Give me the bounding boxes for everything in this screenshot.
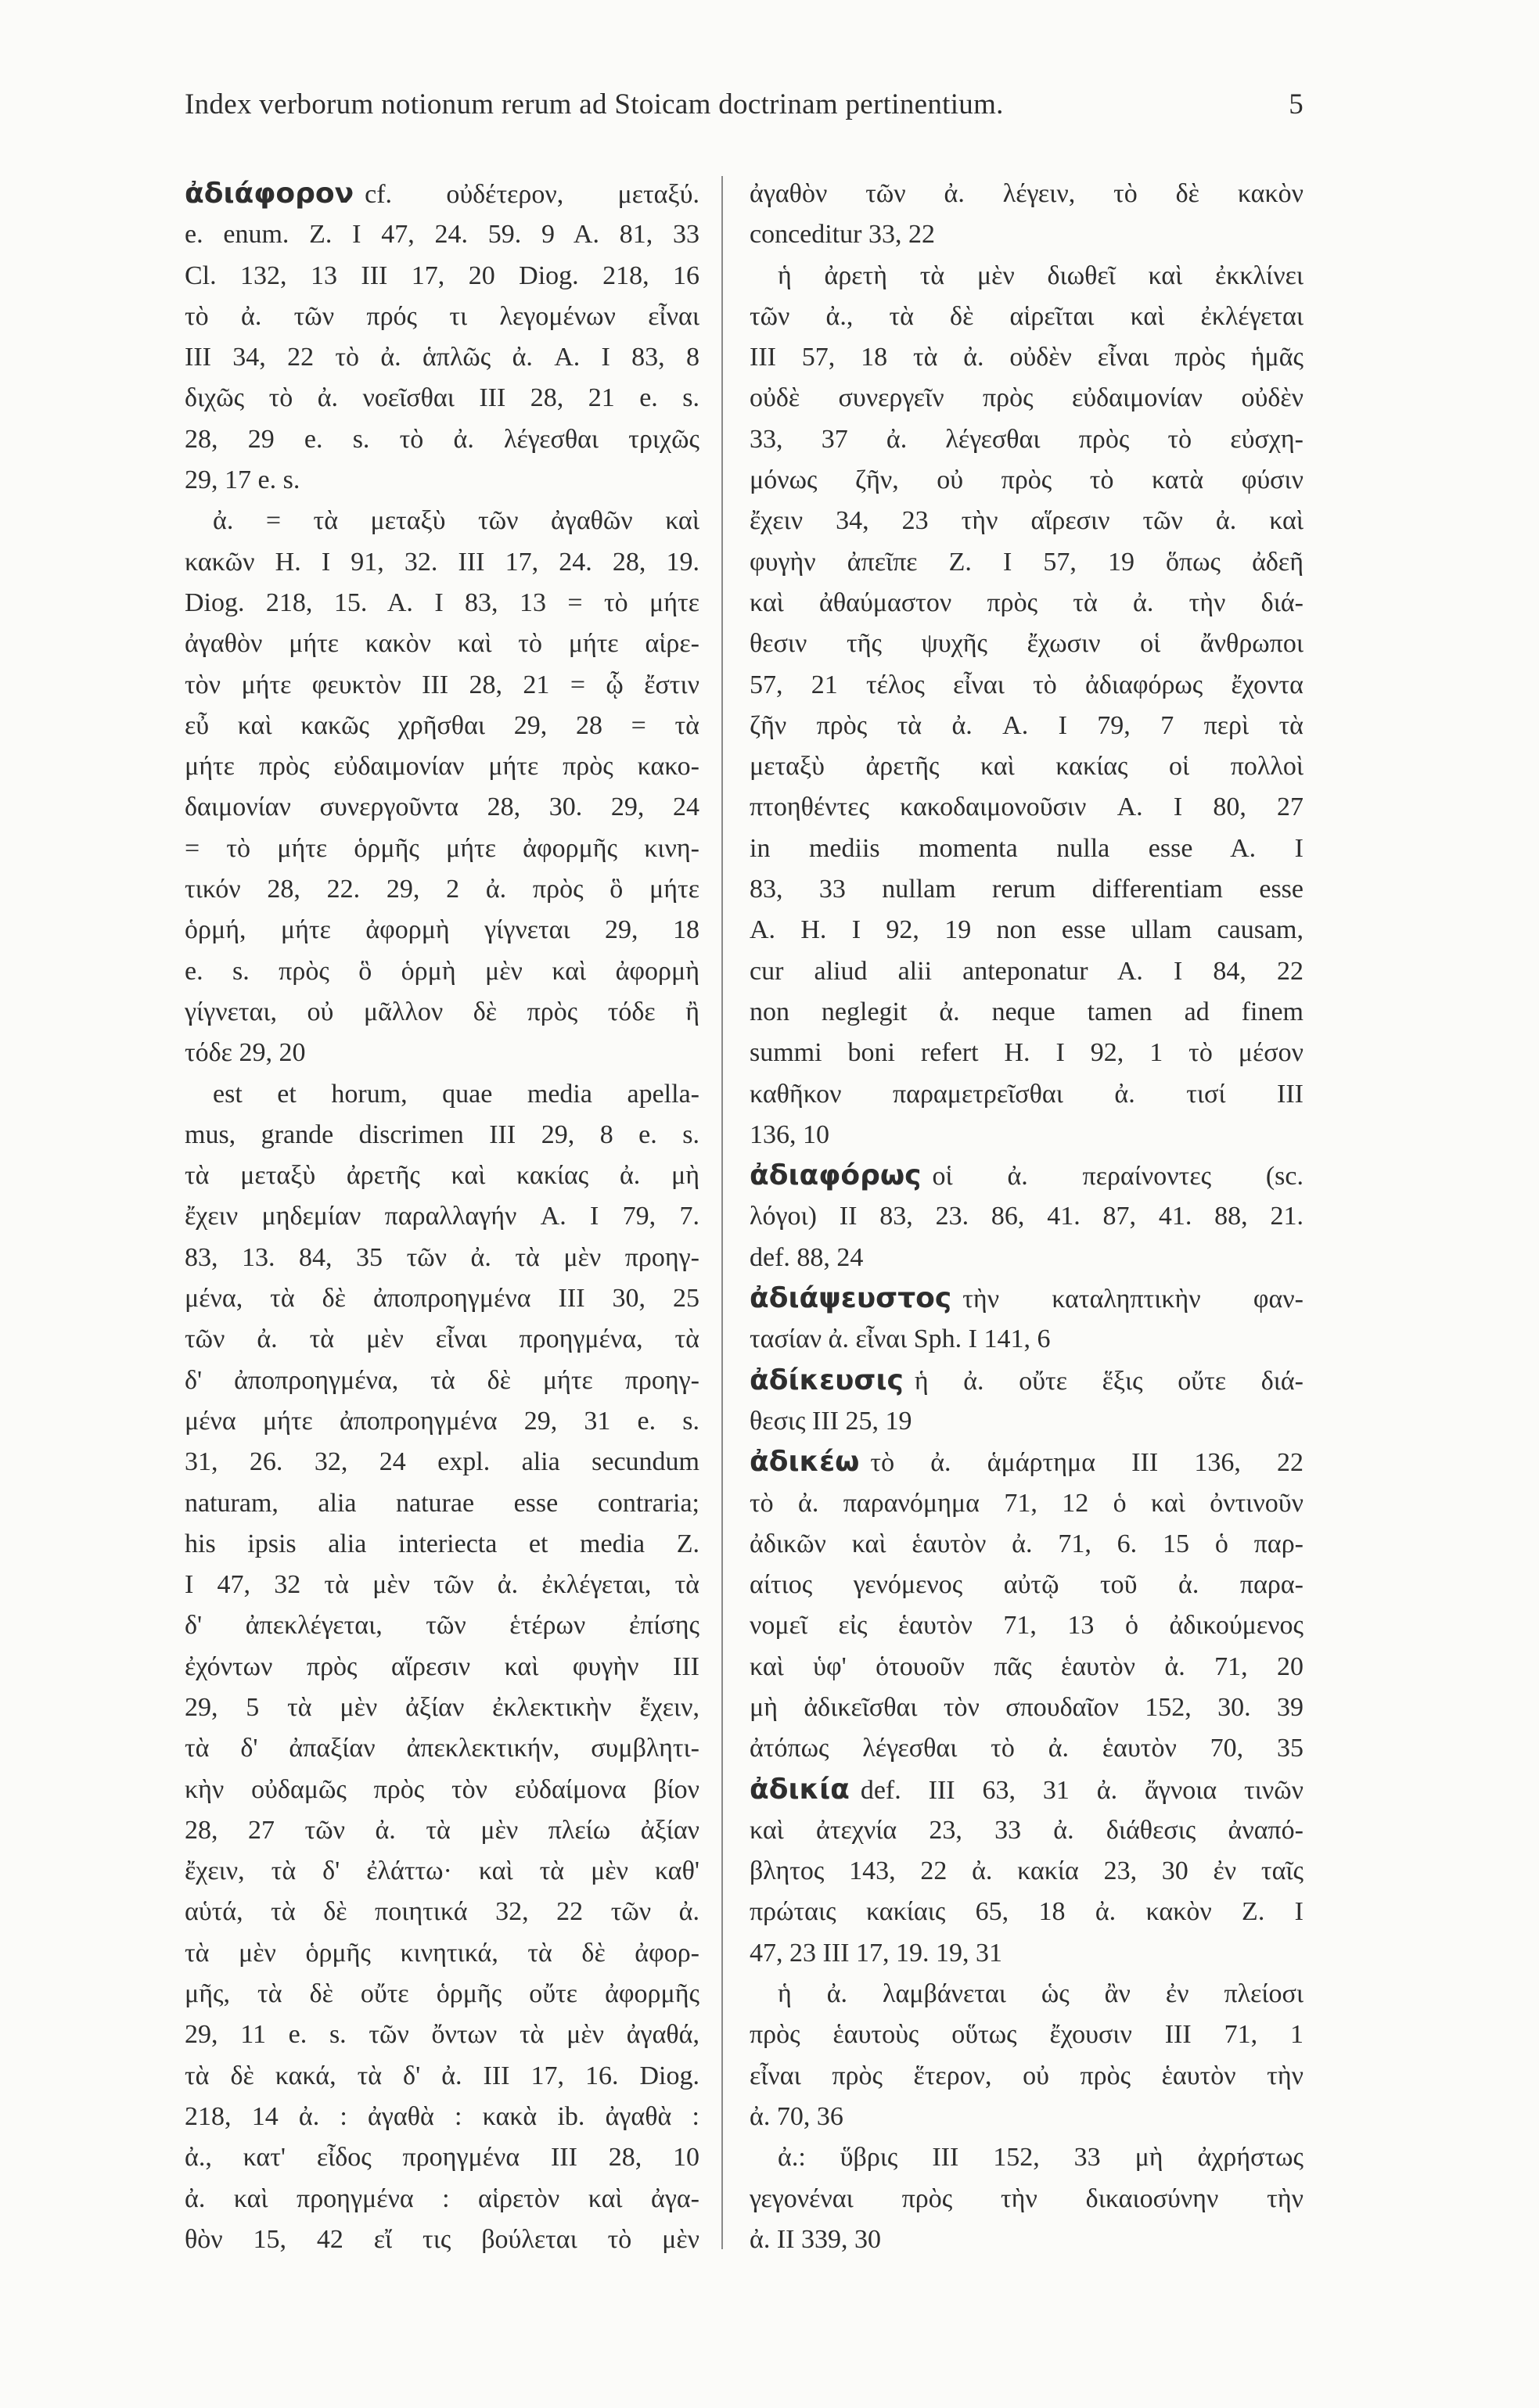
line-text: εὖ καὶ κακῶς χρῆσθαι 29, 28 = τὰ	[185, 710, 699, 740]
line-text: ἀ.: ὕβρις III 152, 33 μὴ ἀχρήστως	[778, 2143, 1303, 2173]
index-entry-line	[750, 1442, 1303, 1483]
text-line	[750, 214, 1303, 255]
line-text: def. III 63, 31 ἀ. ἄγνοια τινῶν	[860, 1775, 1303, 1805]
text-line	[185, 256, 699, 297]
text-line	[185, 1033, 699, 1073]
page-number: 5	[1289, 88, 1303, 120]
line-text: 28, 27 τῶν ἀ. τὰ μὲν πλείω ἀξίαν	[185, 1815, 699, 1845]
text-line	[185, 1687, 699, 1728]
text-line	[185, 1155, 699, 1196]
line-text: γεγονέναι πρὸς τὴν δικαιοσύνην τὴν	[750, 2183, 1303, 2213]
text-line	[750, 706, 1303, 746]
text-line	[750, 910, 1303, 951]
line-text: οὐδὲ συνεργεῖν πρὸς εὐδαιμονίαν οὐδὲν	[750, 383, 1303, 413]
line-text: νομεῖ εἰς ἑαυτὸν 71, 13 ὁ ἀδικούμενος	[750, 1611, 1303, 1641]
headword: ἀδιάψευστος	[750, 1282, 952, 1315]
line-text: πρὸς ἑαυτοὺς οὕτως ἔχουσιν III 71, 1	[750, 2020, 1303, 2050]
text-line	[750, 1238, 1303, 1278]
line-text: est et horum, quae media apella-	[213, 1079, 699, 1109]
line-text: 29, 5 τὰ μὲν ἀξίαν ἐκλεκτικὴν ἔχειν,	[185, 1692, 699, 1722]
index-entry-line	[750, 1360, 1303, 1401]
line-text: A. H. I 92, 19 non esse ullam causam,	[750, 915, 1303, 945]
text-line	[185, 869, 699, 910]
text-line	[185, 787, 699, 828]
line-text: ἡ ἀ. οὔτε ἕξις οὔτε διά-	[914, 1366, 1303, 1396]
line-text: τὰ δὲ κακά, τὰ δ' ἀ. III 17, 16. Diog.	[185, 2061, 699, 2090]
text-line	[750, 378, 1303, 419]
line-text: ἀδικῶν καὶ ἑαυτὸν ἀ. 71, 6. 15 ὁ παρ-	[750, 1529, 1303, 1558]
text-line	[185, 2137, 699, 2178]
text-line	[185, 624, 699, 664]
line-text: μήτε πρὸς εὐδαιμονίαν μήτε πρὸς κακο-	[185, 752, 699, 782]
left-column	[185, 174, 699, 2260]
index-entry-line	[750, 1278, 1303, 1319]
line-text: καὶ ἀτεχνία 23, 33 ἀ. διάθεσις ἀναπό-	[750, 1815, 1303, 1845]
line-text: ζῆν πρὸς τὰ ἀ. A. I 79, 7 περὶ τὰ	[750, 710, 1303, 740]
line-text: 136, 10	[750, 1120, 829, 1149]
line-text: μῆς, τὰ δὲ οὔτε ὁρμῆς οὔτε ἀφορμῆς	[185, 1979, 699, 2009]
text-line	[185, 665, 699, 706]
text-line	[185, 1524, 699, 1565]
line-text: λόγοι) II 83, 23. 86, 41. 87, 41. 88, 21.	[750, 1202, 1303, 1231]
text-line	[185, 706, 699, 746]
line-text: ἡ ἀρετὴ τὰ μὲν διωθεῖ καὶ ἐκκλίνει	[778, 261, 1303, 290]
text-line	[185, 1442, 699, 1483]
line-text: III 34, 22 τὸ ἀ. ἁπλῶς ἀ. A. I 83, 8	[185, 343, 699, 372]
running-title: Index verborum notionum rerum ad Stoicam doctrinam pertinentium.	[185, 88, 1004, 120]
text-line	[185, 1319, 699, 1360]
line-text: ἀ. καὶ προηγμένα : αἱρετὸν καὶ ἀγα-	[185, 2183, 699, 2213]
text-line	[750, 787, 1303, 828]
line-text: καὶ ἀθαύμαστον πρὸς τὰ ἀ. τὴν διά-	[750, 588, 1303, 617]
line-text: πτοηθέντες κακοδαιμονοῦσιν A. I 80, 27	[750, 792, 1303, 822]
line-text: οἱ ἀ. περαίνοντες (sc.	[932, 1162, 1303, 1191]
text-line	[185, 951, 699, 992]
index-entry-line	[185, 174, 699, 214]
text-line	[750, 2097, 1303, 2137]
text-line	[185, 2219, 699, 2260]
text-line	[185, 992, 699, 1033]
line-text: ἀτόπως λέγεσθαι τὸ ἀ. ἑαυτὸν 70, 35	[750, 1734, 1303, 1763]
line-text: e. s. πρὸς ὃ ὁρμὴ μὲν καὶ ἀφορμὴ	[185, 956, 699, 986]
text-line	[750, 542, 1303, 583]
text-line	[185, 2179, 699, 2219]
text-line	[185, 419, 699, 460]
text-line	[750, 583, 1303, 624]
line-text: μὴ ἀδικεῖσθαι τὸν σπουδαῖον 152, 30. 39	[750, 1692, 1303, 1722]
text-line	[750, 256, 1303, 297]
line-text: ἀ. 70, 36	[750, 2101, 843, 2131]
text-line	[185, 1810, 699, 1851]
text-line	[750, 746, 1303, 787]
text-line	[750, 1483, 1303, 1524]
line-text: τὴν καταληπτικὴν φαν-	[962, 1285, 1303, 1314]
text-line	[750, 1401, 1303, 1442]
line-text: τὸν μήτε φευκτὸν III 28, 21 = ᾧ ἔστιν	[185, 670, 699, 699]
text-line	[750, 1933, 1303, 1974]
line-text: δ' ἀπεκλέγεται, τῶν ἑτέρων ἐπίσης	[185, 1611, 699, 1641]
line-text: θεσιν τῆς ψυχῆς ἔχωσιν οἱ ἄνθρωποι	[750, 629, 1303, 659]
text-line	[750, 1524, 1303, 1565]
text-line	[750, 624, 1303, 664]
headword: ἀδιάφορον	[185, 178, 354, 210]
line-text: τῶν ἀ. τὰ μὲν εἶναι προηγμένα, τὰ	[185, 1324, 699, 1354]
text-line	[750, 1196, 1303, 1237]
line-text: III 57, 18 τὰ ἀ. οὐδὲν εἶναι πρὸς ἡμᾶς	[750, 343, 1303, 372]
index-entry-line	[750, 1155, 1303, 1196]
line-text: γίγνεται, οὐ μᾶλλον δὲ πρὸς τόδε ἢ	[185, 997, 699, 1026]
line-text: αὑτά, τὰ δὲ ποιητικά 32, 22 τῶν ἀ.	[185, 1897, 699, 1927]
line-text: εἶναι πρὸς ἕτερον, οὐ πρὸς ἑαυτὸν τὴν	[750, 2061, 1303, 2090]
line-text: φυγὴν ἀπεῖπε Z. I 57, 19 ὅπως ἀδεῆ	[750, 547, 1303, 577]
line-text: 33, 37 ἀ. λέγεσθαι πρὸς τὸ εὐσχη-	[750, 424, 1303, 454]
line-text: 28, 29 e. s. τὸ ἀ. λέγεσθαι τριχῶς	[185, 424, 699, 454]
line-text: τόδε 29, 20	[185, 1038, 306, 1068]
text-line	[750, 665, 1303, 706]
line-text: conceditur 33, 22	[750, 220, 935, 250]
line-text: cur aliud alii anteponatur A. I 84, 22	[750, 956, 1303, 986]
line-text: e. enum. Z. I 47, 24. 59. 9 A. 81, 33	[185, 220, 699, 250]
line-text: Cl. 132, 13 III 17, 20 Diog. 218, 16	[185, 261, 699, 290]
line-text: μόνως ζῆν, οὐ πρὸς τὸ κατὰ φύσιν	[750, 465, 1303, 495]
text-line	[750, 869, 1303, 910]
text-line	[185, 1974, 699, 2014]
text-line	[185, 1933, 699, 1974]
text-line	[750, 2056, 1303, 2097]
line-text: ἀ., κατ' εἶδος προηγμένα III 28, 10	[185, 2143, 699, 2173]
headword: ἀδικία	[750, 1773, 850, 1806]
text-line	[750, 1074, 1303, 1115]
text-line	[750, 1647, 1303, 1687]
line-text: κὴν οὐδαμῶς πρὸς τὸν εὐδαίμονα βίον	[185, 1774, 699, 1804]
text-line	[750, 1565, 1303, 1605]
line-text: ἀγαθὸν τῶν ἀ. λέγειν, τὸ δὲ κακὸν	[750, 179, 1303, 208]
line-text: ἔχειν 34, 23 τὴν αἵρεσιν τῶν ἀ. καὶ	[750, 506, 1303, 536]
line-text: cf. οὐδέτερον, μεταξύ.	[365, 180, 699, 209]
line-text: τὰ μὲν ὁρμῆς κινητικά, τὰ δὲ ἀφορ-	[185, 1938, 699, 1968]
text-line	[750, 2179, 1303, 2219]
text-line	[185, 1074, 699, 1115]
line-text: ἀγαθὸν μήτε κακὸν καὶ τὸ μήτε αἱρε-	[185, 629, 699, 659]
line-text: summi boni refert H. I 92, 1 τὸ μέσον	[750, 1038, 1303, 1068]
line-text: 31, 26. 32, 24 expl. alia secundum	[185, 1447, 699, 1477]
line-text: 29, 11 e. s. τῶν ὄντων τὰ μὲν ἀγαθά,	[185, 2020, 699, 2050]
line-text: καθῆκον παραμετρεῖσθαι ἀ. τισί III	[750, 1079, 1303, 1109]
line-text: 47, 23 III 17, 19. 19, 31	[750, 1938, 1002, 1968]
text-line	[750, 2219, 1303, 2260]
text-line	[750, 1033, 1303, 1073]
text-line	[185, 1278, 699, 1319]
line-text: ἀ. = τὰ μεταξὺ τῶν ἀγαθῶν καὶ	[213, 506, 699, 536]
text-line	[750, 297, 1303, 337]
headword: ἀδιαφόρως	[750, 1159, 922, 1192]
line-text: βλητος 143, 22 ἀ. κακία 23, 30 ἐν ταῖς	[750, 1856, 1303, 1886]
line-text: τὰ μεταξὺ ἀρετῆς καὶ κακίας ἀ. μὴ	[185, 1161, 699, 1191]
text-line	[750, 1728, 1303, 1769]
text-line	[185, 337, 699, 378]
text-line	[750, 2137, 1303, 2178]
line-text: 57, 21 τέλος εἶναι τὸ ἀδιαφόρως ἔχοντα	[750, 670, 1303, 699]
line-text: 83, 33 nullam rerum differentiam esse	[750, 875, 1303, 904]
index-entry-line	[750, 1770, 1303, 1810]
line-text: τασίαν ἀ. εἶναι Sph. I 141, 6	[750, 1324, 1051, 1354]
text-line	[750, 1892, 1303, 1932]
headword: ἀδίκευσις	[750, 1364, 904, 1396]
line-text: ἀ. II 339, 30	[750, 2224, 881, 2254]
line-text: ὁρμή, μήτε ἀφορμὴ γίγνεται 29, 18	[185, 915, 699, 945]
text-line	[185, 1892, 699, 1932]
running-header	[185, 88, 1303, 127]
line-text: τὰ δ' ἀπαξίαν ἀπεκλεκτικήν, συμβλητι-	[185, 1734, 699, 1763]
line-text: in mediis momenta nulla esse A. I	[750, 833, 1303, 863]
text-line	[185, 583, 699, 624]
line-text: 83, 13. 84, 35 τῶν ἀ. τὰ μὲν προηγ-	[185, 1242, 699, 1272]
text-line	[750, 1851, 1303, 1892]
column-divider	[721, 176, 723, 2249]
line-text: τὸ ἀ. παρανόμημα 71, 12 ὁ καὶ ὀντινοῦν	[750, 1488, 1303, 1518]
text-line	[750, 1319, 1303, 1360]
text-line	[185, 2014, 699, 2055]
line-text: τὸ ἀ. τῶν πρός τι λεγομένων εἶναι	[185, 301, 699, 331]
text-line	[750, 501, 1303, 541]
text-line	[750, 337, 1303, 378]
text-line	[185, 214, 699, 255]
text-line	[185, 1115, 699, 1155]
text-line	[185, 1728, 699, 1769]
text-line	[185, 1483, 699, 1524]
text-line	[750, 828, 1303, 869]
line-text: δ' ἀποπροηγμένα, τὰ δὲ μήτε προηγ-	[185, 1365, 699, 1395]
text-line	[185, 1647, 699, 1687]
line-text: his ipsis alia interiecta et media Z.	[185, 1529, 699, 1558]
text-line	[185, 1565, 699, 1605]
text-line	[750, 1810, 1303, 1851]
right-column	[750, 174, 1303, 2260]
text-line	[185, 746, 699, 787]
text-line	[750, 1115, 1303, 1155]
text-line	[185, 1196, 699, 1237]
text-line	[185, 542, 699, 583]
text-line	[750, 1974, 1303, 2014]
text-line	[750, 174, 1303, 214]
text-line	[185, 297, 699, 337]
text-line	[185, 2097, 699, 2137]
line-text: κακῶν H. I 91, 32. III 17, 24. 28, 19.	[185, 547, 699, 577]
line-text: non neglegit ἀ. neque tamen ad finem	[750, 997, 1303, 1026]
line-text: ἡ ἀ. λαμβάνεται ὡς ἂν ἐν πλείοσι	[778, 1979, 1303, 2009]
text-line	[185, 1360, 699, 1401]
text-line	[750, 1605, 1303, 1646]
line-text: τῶν ἀ., τὰ δὲ αἱρεῖται καὶ ἐκλέγεται	[750, 301, 1303, 331]
line-text: πρώταις κακίαις 65, 18 ἀ. κακὸν Z. I	[750, 1897, 1303, 1927]
text-line	[185, 910, 699, 951]
text-line	[185, 2056, 699, 2097]
text-line	[185, 1851, 699, 1892]
line-text: θὸν 15, 42 εἴ τις βούλεται τὸ μὲν	[185, 2224, 699, 2254]
text-line	[750, 2014, 1303, 2055]
line-text: ἔχειν, τὰ δ' ἐλάττω· καὶ τὰ μὲν καθ'	[185, 1856, 699, 1886]
line-text: mus, grande discrimen III 29, 8 e. s.	[185, 1120, 699, 1149]
text-line	[185, 501, 699, 541]
line-text: μεταξὺ ἀρετῆς καὶ κακίας οἱ πολλοὶ	[750, 752, 1303, 782]
line-text: naturam, alia naturae esse contraria;	[185, 1488, 699, 1518]
text-line	[185, 378, 699, 419]
line-text: δαιμονίαν συνεργοῦντα 28, 30. 29, 24	[185, 792, 699, 822]
line-text: μένα, τὰ δὲ ἀποπροηγμένα III 30, 25	[185, 1284, 699, 1314]
line-text: ἐχόντων πρὸς αἵρεσιν καὶ φυγὴν III	[185, 1651, 699, 1681]
line-text: καὶ ὑφ' ὁτουοῦν πᾶς ἑαυτὸν ἀ. 71, 20	[750, 1651, 1303, 1681]
line-text: I 47, 32 τὰ μὲν τῶν ἀ. ἐκλέγεται, τὰ	[185, 1570, 699, 1600]
text-line	[185, 1770, 699, 1810]
text-line	[185, 1238, 699, 1278]
line-text: μένα μήτε ἀποπροηγμένα 29, 31 e. s.	[185, 1406, 699, 1436]
line-text: 29, 17 e. s.	[185, 465, 300, 495]
line-text: 218, 14 ἀ. : ἀγαθὰ : κακὰ ib. ἀγαθὰ :	[185, 2101, 699, 2131]
line-text: τὸ ἀ. ἁμάρτημα III 136, 22	[870, 1448, 1303, 1478]
line-text: ἔχειν μηδεμίαν παραλλαγήν A. I 79, 7.	[185, 1202, 699, 1231]
text-line	[750, 992, 1303, 1033]
text-line	[185, 1605, 699, 1646]
text-line	[750, 419, 1303, 460]
line-text: = τὸ μήτε ὁρμῆς μήτε ἀφορμῆς κινη-	[185, 833, 699, 863]
text-line	[185, 460, 699, 501]
headword: ἀδικέω	[750, 1446, 860, 1479]
line-text: διχῶς τὸ ἀ. νοεῖσθαι III 28, 21 e. s.	[185, 383, 699, 413]
line-text: Diog. 218, 15. A. I 83, 13 = τὸ μήτε	[185, 588, 699, 617]
text-line	[185, 1401, 699, 1442]
text-line	[750, 460, 1303, 501]
text-line	[185, 828, 699, 869]
line-text: θεσις III 25, 19	[750, 1406, 912, 1436]
line-text: αίτιος γενόμενος αὐτῷ τοῦ ἀ. παρα-	[750, 1570, 1303, 1600]
line-text: τικόν 28, 22. 29, 2 ἀ. πρὸς ὃ μήτε	[185, 875, 699, 904]
line-text: def. 88, 24	[750, 1242, 864, 1272]
text-line	[750, 1687, 1303, 1728]
text-line	[750, 951, 1303, 992]
